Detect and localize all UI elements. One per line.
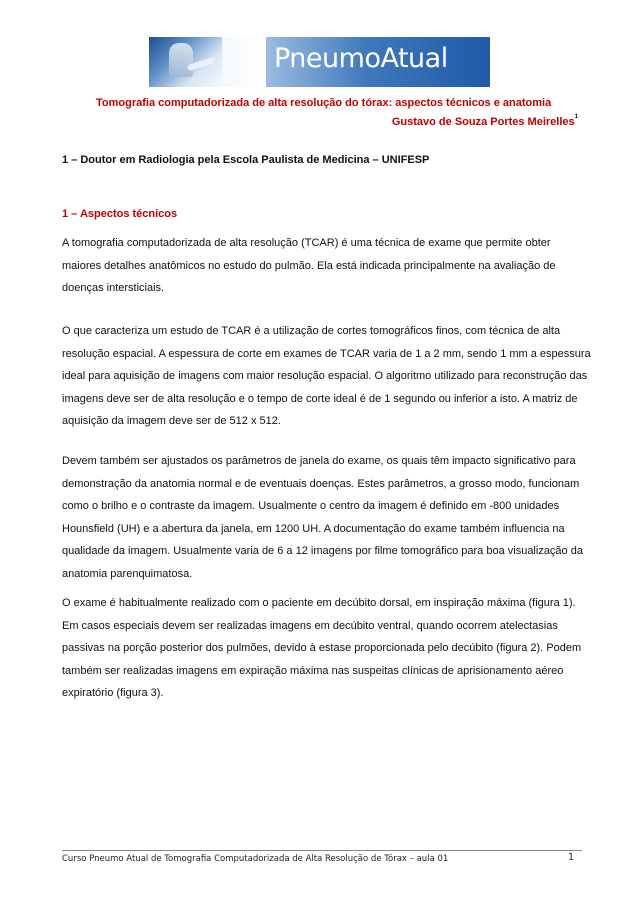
paragraph-4 (62, 592, 582, 705)
pneumoatual-logo (149, 37, 490, 87)
paragraph-line: O exame é habitualmente realizado com o paciente em decúbito dorsal, em inspiração máxima (figura 1). (62, 597, 576, 609)
paragraph-3 (62, 450, 582, 585)
document-title: Tomografia computadorizada de alta resolução do tórax: aspectos técnicos e anatomia (96, 97, 552, 109)
section-heading: 1 – Aspectos técnicos (62, 208, 178, 220)
paragraph-line: doenças intersticiais. (62, 282, 165, 294)
author-name: Gustavo de Souza Portes Meirelles (391, 116, 575, 128)
paragraph-1 (62, 232, 582, 300)
paragraph-line: passivas na porção posterior dos pulmões, devido à estase proporcionada pelo decúbito (figura 2). Podem (62, 642, 582, 654)
paragraph-line: Hounsfield (UH) e a abertura da janela, em 1200 UH. A documentação do exame também influencia na (62, 522, 565, 535)
paragraph-line: Em casos especiais devem ser realizadas imagens em decúbito ventral, quando ocorrem atelectasias (62, 619, 558, 632)
logo-text: PneumoAtual (274, 43, 448, 74)
author-line (392, 116, 578, 128)
paragraph-line: expiratório (figura 3). (62, 687, 164, 699)
paragraph-line: A tomografia computadorizada de alta resolução (TCAR) é uma técnica de exame que permite obter (62, 237, 551, 249)
paragraph-line: aquisição da imagem deve ser de 512 x 512. (62, 415, 281, 427)
paragraph-line: O que caracteriza um estudo de TCAR é a utilização de cortes tomográficos finos, com técnica de alta (62, 325, 561, 337)
paragraph-line: como o brilho e o contraste da imagem. Usualmente o centro da imagem é definido em -800 unidades (62, 500, 560, 512)
footer-text: Curso Pneumo Atual de Tomografia Computadorizada de Alta Resolução de Tórax – aula 01 (62, 854, 449, 864)
footer-divider (62, 850, 582, 851)
paragraph-line: maiores detalhes anatômicos no estudo do pulmão. Ela está indicada principalmente na avaliação de (62, 259, 556, 272)
paragraph-line: qualidade da imagem. Usualmente varia de 6 a 12 imagens por filme tomográfico para boa visualização da (62, 545, 583, 557)
paragraph-line: também ser realizadas imagens em expiração máxima nas suspeitas clínicas de aprisionamento aéreo (62, 664, 564, 677)
paragraph-line: anatomia parenquimatosa. (62, 567, 193, 580)
author-affiliation: 1 – Doutor em Radiologia pela Escola Paulista de Medicina – UNIFESP (62, 154, 430, 166)
logo-photo-image (149, 37, 222, 87)
paragraph-2 (62, 320, 591, 433)
paragraph-line: imagens deve ser de alta resolução e o tempo de corte ideal é de 1 segundo ou inferior a isto. A matriz de (62, 392, 578, 405)
paragraph-line: Devem também ser ajustados os parâmetros de janela do exame, os quais têm impacto significativo para (62, 455, 576, 467)
page-number: 1 (568, 852, 575, 863)
paragraph-line: ideal para aquisição de imagens com maior resolução espacial. O algoritmo utilizado para reconstrução das (62, 370, 588, 382)
paragraph-line: demonstração da anatomia normal e de eventuais doenças. Estes parâmetros, a grosso modo, funcionam (62, 477, 580, 490)
author-superscript: 1 (574, 114, 578, 121)
paragraph-line: resolução espacial. A espessura de corte em exames de TCAR varia de 1 a 2 mm, sendo 1 mm a espessura (62, 347, 591, 360)
